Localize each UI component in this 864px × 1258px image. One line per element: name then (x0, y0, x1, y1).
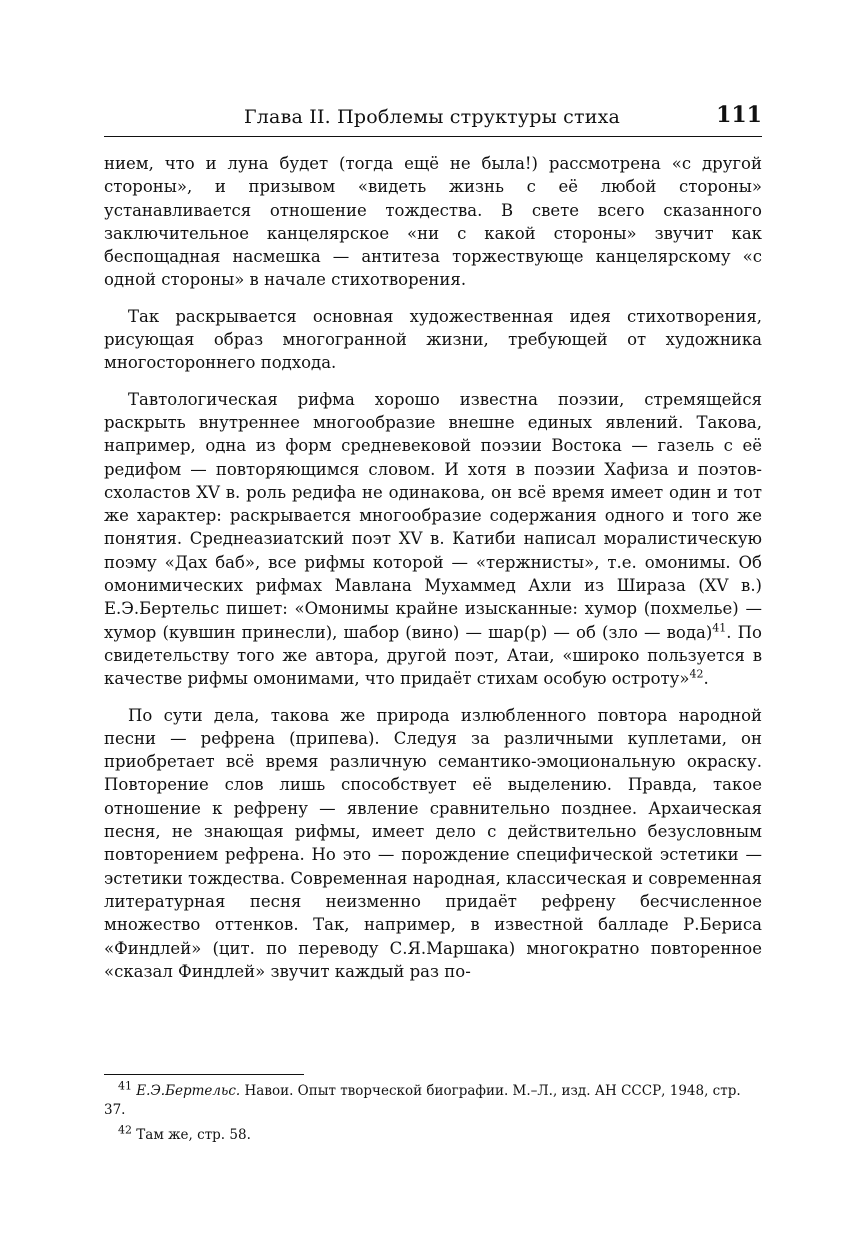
footnotes (104, 1079, 762, 1151)
paragraph-text: . (703, 669, 709, 689)
running-head: Глава II. Проблемы структуры стиха (244, 106, 621, 128)
footnote-author: Е.Э.Бертельс. (136, 1083, 241, 1099)
page-number: 111 (716, 102, 762, 128)
paragraph: Так раскрывается основная художественная идея стихотворения, рисующая образ многогранной жизни, требующей от художника многостороннего подхода. (104, 306, 762, 373)
footnote-ref: 41 (712, 621, 727, 635)
footnote-number: 42 (118, 1123, 132, 1137)
paragraph-text: . По свидетельству того же автора, другой поэт, Атаи, «широко пользуется в качестве рифмы омонимами, что придаёт стихам особую остроту» (104, 622, 762, 689)
footnote-number: 41 (118, 1079, 132, 1093)
paragraph (104, 388, 762, 691)
footnote-text: Там же, стр. 58. (136, 1127, 251, 1143)
footnote (104, 1123, 762, 1145)
paragraph: По сути дела, такова же природа излюбленного повтора народной песни — рефрена (припева). Следуя за различными куплетами, он приобретает всё время различную семантико-эмоциональную окраску. Повторение слов лишь способствует её выделению. Правда, такое отношение к рефрену — явление сравнительно позднее. Архаическая песня, не знающая рифмы, имеет дело с действительно безусловным повторением рефрена. Но это — порождение специфической эстетики — эстетики тождества. Современная народная, классическая и современная литературная песня неизменно придаёт рефрену бесчисленное множество оттенков. Так, например, в известной балладе Р.Бериса «Финдлей» (цит. по переводу С.Я.Маршака) многократно повторенное «сказал Финдлей» звучит каждый раз по- (104, 705, 762, 981)
main-text (104, 152, 762, 983)
paragraph-text: Тавтологическая рифма хорошо известна поэзии, стремящейся раскрыть внутреннее многообразие внешне единых явлений. Такова, например, одна из форм средневековой поэзии Востока — газель с её редифом — повторяющимся словом. И хотя в поэзии Хафиза и поэтов-схоластов XV в. роль редифа не одинакова, он всё время имеет один и тот же характер: раскрывается многообразие содержания одного и того же понятия. Среднеазиатский поэт XV в. Катиби написал моралистическую поэму «Дах баб», все рифмы которой — «тержнисты», т.е. омонимы. Об омонимических рифмах Мавлана Мухаммед Ахли из Шираза (XV в.) Е.Э.Бертельс пишет: «Омонимы крайне изысканные: хумор (похмелье) — хумор (кувшин принесли), шабор (вино) — шар(р) — об (зло — вода) (104, 389, 762, 642)
paragraph-continued: нием, что и луна будет (тогда ещё не была!) рассмотрена «с другой стороны», и призывом «видеть жизнь с её любой стороны» устанавливается отношение тождества. В свете всего сказанного заключительное канцелярское «ни с какой стороны» звучит как беспощадная насмешка — антитеза торжествующе канцелярскому «с одной стороны» в начале стихотворения. (104, 154, 762, 290)
page-header (104, 100, 762, 132)
footnote-rule (104, 1074, 304, 1075)
footnote (104, 1079, 762, 1120)
footnote-ref: 42 (689, 667, 704, 681)
header-rule (104, 136, 762, 137)
footnote-text: Навои. Опыт творческой биографии. М.–Л., изд. АН СССР, 1948, стр. 37. (104, 1083, 741, 1118)
